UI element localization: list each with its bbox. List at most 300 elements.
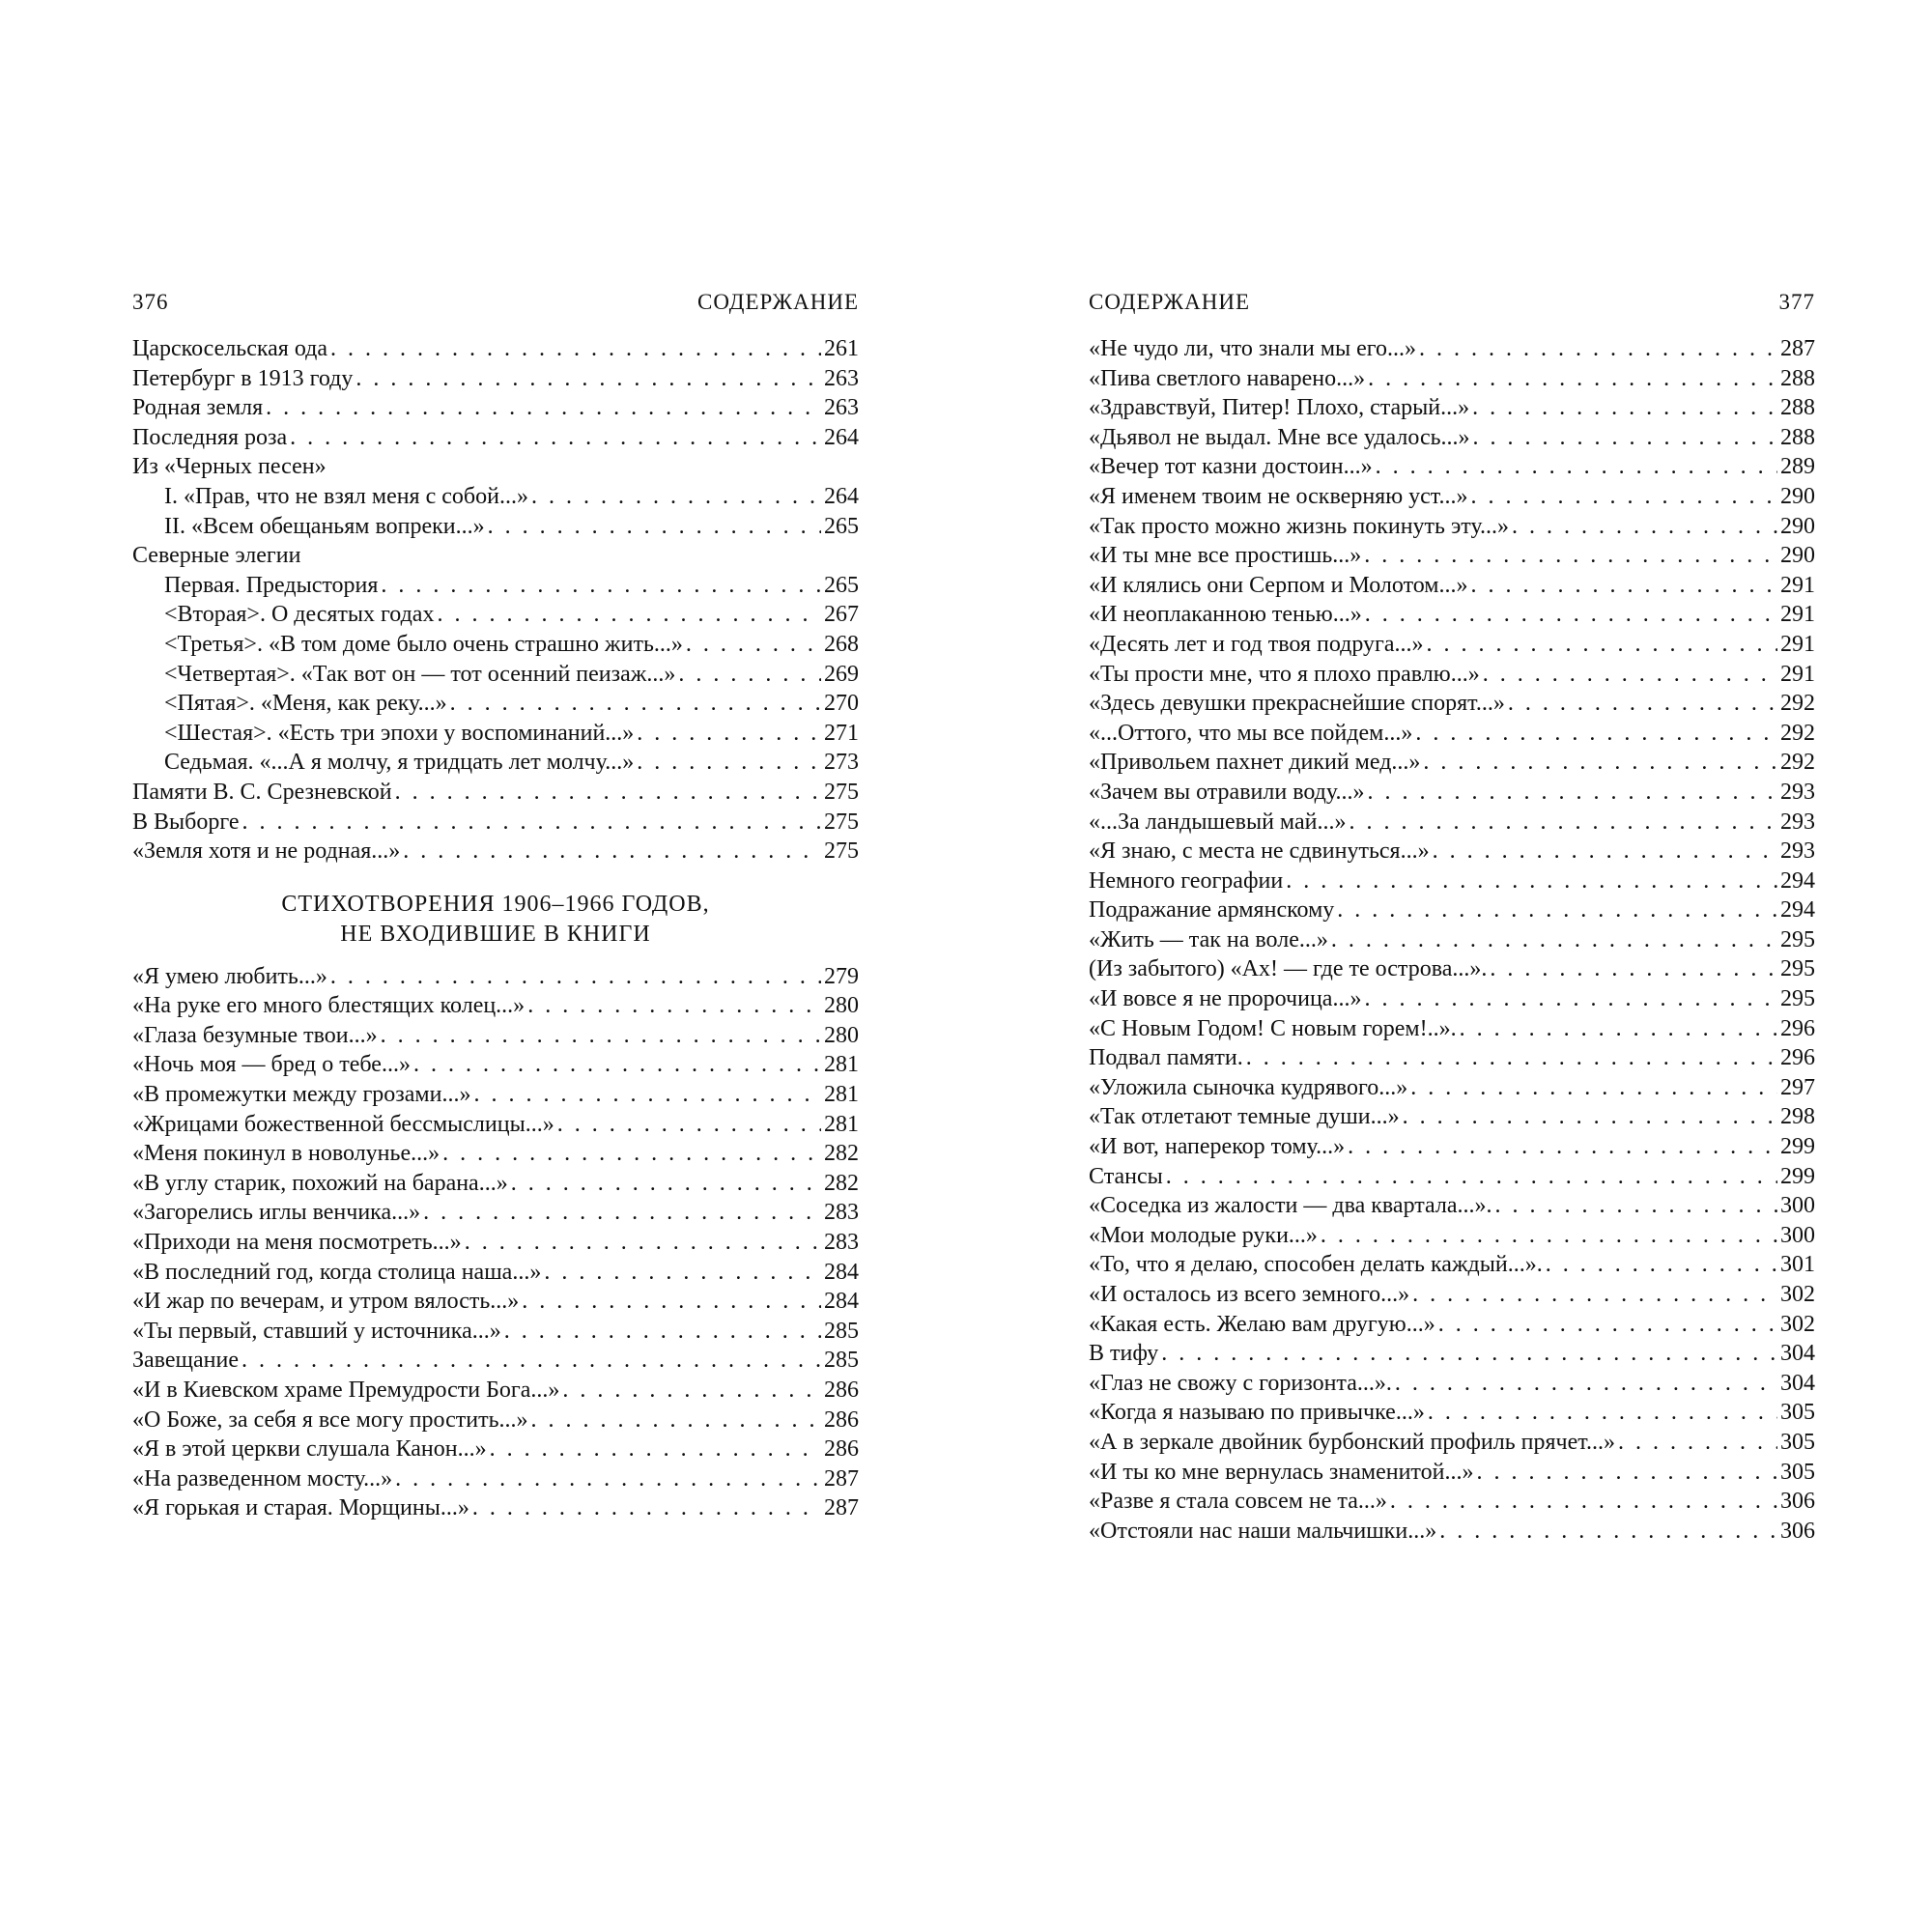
toc-entry-title: <Пятая>. «Меня, как реку...»	[164, 691, 447, 717]
toc-entry-page: 306	[1780, 1518, 1815, 1544]
dot-leader	[290, 423, 821, 453]
toc-entry	[132, 991, 859, 1021]
dot-leader	[522, 1287, 821, 1317]
toc-entry-page: 284	[824, 1289, 859, 1315]
dot-leader	[488, 512, 821, 542]
toc-entry	[1089, 748, 1815, 778]
toc-entry-page: 293	[1780, 779, 1815, 805]
toc-entry	[1089, 1428, 1815, 1458]
toc-entry-page: 289	[1780, 454, 1815, 480]
toc-entry-title: Подвал памяти.	[1089, 1045, 1243, 1071]
dot-leader	[637, 748, 821, 778]
toc-entry-page: 281	[824, 1111, 859, 1137]
toc-entry-title: Северные элегии	[132, 543, 301, 569]
toc-entry-page: 279	[824, 963, 859, 989]
toc-entry-page: 302	[1780, 1282, 1815, 1307]
toc-entry-page: 306	[1780, 1489, 1815, 1515]
toc-entry-page: 280	[824, 993, 859, 1019]
toc-entry	[132, 808, 859, 838]
dot-leader	[1423, 748, 1777, 778]
toc-entry	[1089, 895, 1815, 925]
dot-leader	[1331, 925, 1777, 955]
left-page	[132, 290, 859, 1523]
running-head	[1089, 290, 1815, 325]
toc-entry-title: I. «Прав, что не взял меня с собой...»	[164, 483, 528, 509]
toc-entry-title: «И осталось из всего земного...»	[1089, 1282, 1410, 1307]
page-number: 377	[1778, 290, 1815, 314]
toc-entry-page: 294	[1780, 897, 1815, 923]
dot-leader	[355, 364, 821, 394]
dot-leader	[637, 719, 821, 749]
toc-entry-page: 286	[824, 1436, 859, 1463]
toc-entry-title: «Отстояли нас наши мальчишки...»	[1089, 1518, 1437, 1544]
toc-entry-title: «Я горькая и старая. Морщины...»	[132, 1495, 469, 1521]
toc-entry	[132, 600, 859, 630]
toc-entry-title: «Жрицами божественной бессмыслицы...»	[132, 1111, 554, 1137]
toc-entry-title: Памяти В. С. Срезневской	[132, 779, 392, 805]
toc-entry-page: 282	[824, 1141, 859, 1167]
toc-entry-title: «В углу старик, похожий на барана...»	[132, 1170, 508, 1196]
dot-leader	[1348, 1132, 1777, 1162]
toc-entry-title: «В последний год, когда столица наша...»	[132, 1259, 542, 1285]
toc-entry-page: 265	[824, 572, 859, 598]
toc-entry-page: 304	[1780, 1341, 1815, 1367]
toc-entry-page: 273	[824, 750, 859, 776]
toc-entry	[132, 837, 859, 867]
dot-leader	[1367, 778, 1777, 808]
toc-entry-title: Царскосельская ода	[132, 336, 328, 361]
dot-leader	[330, 962, 821, 992]
toc-entry	[1089, 600, 1815, 630]
toc-entry-title: «Меня покинул в новолунье...»	[132, 1141, 440, 1167]
toc-entry	[1089, 808, 1815, 838]
toc-entry	[1089, 1221, 1815, 1251]
toc-entry-page: 305	[1780, 1429, 1815, 1455]
toc-entry-title: Завещание	[132, 1348, 239, 1374]
toc-entry-page: 299	[1780, 1134, 1815, 1160]
toc-entry	[132, 482, 859, 512]
dot-leader	[437, 600, 821, 630]
toc-entry-page: 281	[824, 1052, 859, 1078]
toc-entry	[1089, 1102, 1815, 1132]
running-head	[132, 290, 859, 325]
toc-entry-page: 287	[824, 1495, 859, 1521]
toc-entry-title: <Шестая>. «Есть три эпохи у воспоминаний...»	[164, 720, 635, 746]
dot-leader	[1349, 808, 1777, 838]
toc-entry-title: <Третья>. «В том доме было очень страшно жить...»	[164, 631, 683, 657]
dot-leader	[381, 571, 821, 601]
toc-entry	[132, 1139, 859, 1169]
toc-entry-page: 292	[1780, 691, 1815, 717]
toc-entry-page: 302	[1780, 1311, 1815, 1337]
toc-entry-title: <Вторая>. О десятых годах	[164, 602, 435, 628]
toc-entry-page: 283	[824, 1200, 859, 1226]
toc-entry-title: «Вечер тот казни достоин...»	[1089, 454, 1373, 480]
toc-entry	[132, 1493, 859, 1523]
toc-entry-title: «Не чудо ли, что знали мы его...»	[1089, 336, 1417, 361]
toc-entry-title: «Какая есть. Желаю вам другую...»	[1089, 1311, 1435, 1337]
toc-entry	[1089, 1487, 1815, 1517]
dot-leader	[381, 1021, 821, 1051]
toc-entry-page: 298	[1780, 1104, 1815, 1130]
toc-entry-page: 264	[824, 483, 859, 509]
dot-leader	[1166, 1162, 1777, 1192]
toc-entry-page: 293	[1780, 809, 1815, 835]
toc-entry	[1089, 1280, 1815, 1310]
toc-entry-page: 288	[1780, 424, 1815, 450]
toc-entry	[132, 962, 859, 992]
toc-entry-title: Родная земля	[132, 395, 264, 421]
toc-entry-page: 296	[1780, 1045, 1815, 1071]
dot-leader	[544, 1258, 821, 1288]
dot-leader	[242, 808, 821, 838]
toc-entry-title: «Здравствуй, Питер! Плохо, старый...»	[1089, 395, 1470, 421]
toc-entry-title: «Я умею любить...»	[132, 963, 327, 989]
dot-leader	[1473, 423, 1777, 453]
toc-entry	[132, 393, 859, 423]
toc-entry-page: 285	[824, 1348, 859, 1374]
dot-leader	[1246, 1043, 1777, 1073]
dot-leader	[1337, 895, 1777, 925]
toc-entry	[1089, 1162, 1815, 1192]
dot-leader	[490, 1435, 821, 1464]
toc-entry-page: 291	[1780, 631, 1815, 657]
dot-leader	[504, 1317, 821, 1347]
toc-list-bottom	[132, 962, 859, 1523]
toc-entry-page: 304	[1780, 1370, 1815, 1396]
toc-entry-title: «Загорелись иглы венчика...»	[132, 1200, 421, 1226]
dot-leader	[1433, 837, 1777, 867]
toc-entry-page: 287	[1780, 336, 1815, 361]
dot-leader	[1470, 482, 1777, 512]
toc-entry	[132, 1110, 859, 1140]
toc-entry-title: «Когда я называю по привычке...»	[1089, 1400, 1425, 1426]
toc-entry-page: 268	[824, 631, 859, 657]
section-title	[132, 890, 859, 950]
toc-entry-title: «Пива светлого наварено...»	[1089, 365, 1366, 391]
toc-entry-title: (Из забытого) «Ах! — где те острова...».	[1089, 956, 1488, 982]
toc-entry-page: 275	[824, 779, 859, 805]
toc-entry-title: «Приходи на меня посмотреть...»	[132, 1230, 462, 1256]
dot-leader	[1472, 393, 1777, 423]
dot-leader	[473, 1080, 821, 1110]
toc-entry-title: Подражание армянскому	[1089, 897, 1335, 923]
dot-leader	[1419, 334, 1777, 364]
toc-entry-page: 300	[1780, 1222, 1815, 1248]
toc-entry	[1089, 925, 1815, 955]
toc-entry-page: 275	[824, 838, 859, 865]
toc-entry	[1089, 571, 1815, 601]
toc-entry	[132, 512, 859, 542]
toc-entry	[1089, 1517, 1815, 1547]
dot-leader	[1376, 452, 1777, 482]
toc-entry	[132, 1050, 859, 1080]
running-head-title: СОДЕРЖАНИЕ	[1089, 290, 1251, 314]
toc-entry	[132, 1435, 859, 1464]
toc-entry-title: «А в зеркале двойник бурбонский профиль прячет...»	[1089, 1429, 1615, 1455]
toc-entry-page: 261	[824, 336, 859, 361]
toc-entry	[132, 1346, 859, 1376]
dot-leader	[1460, 1014, 1777, 1044]
dot-leader	[450, 689, 821, 719]
toc-entry-title: «И в Киевском храме Премудрости Бога...»	[132, 1378, 560, 1403]
toc-entry	[1089, 1250, 1815, 1280]
section-title-line-1: СТИХОТВОРЕНИЯ 1906–1966 ГОДОВ,	[281, 891, 710, 917]
toc-entry	[132, 1198, 859, 1228]
toc-entry	[1089, 1191, 1815, 1221]
toc-entry-page: 295	[1780, 926, 1815, 952]
dot-leader	[1428, 1398, 1777, 1428]
toc-entry-title: «...За ландышевый май...»	[1089, 809, 1347, 835]
toc-entry-title: «Здесь девушки прекраснейшие спорят...»	[1089, 691, 1505, 717]
toc-entry-title: «На руке его много блестящих колец...»	[132, 993, 526, 1019]
toc-entry-page: 292	[1780, 720, 1815, 746]
dot-leader	[1364, 984, 1777, 1014]
toc-entry-page: 265	[824, 513, 859, 539]
toc-entry	[1089, 660, 1815, 690]
dot-leader	[1161, 1339, 1777, 1369]
toc-entry	[132, 689, 859, 719]
toc-entry-title: Седьмая. «...А я молчу, я тридцать лет молчу...»	[164, 750, 635, 776]
toc-entry-title: <Четвертая>. «Так вот он — тот осенний пеизаж...»	[164, 661, 676, 687]
toc-entry-title: «Так отлетают темные души...»	[1089, 1104, 1400, 1130]
toc-entry	[1089, 364, 1815, 394]
toc-entry	[132, 630, 859, 660]
toc-entry-title: Последняя роза	[132, 424, 288, 450]
toc-entry-page: 263	[824, 365, 859, 391]
toc-entry-page: 301	[1780, 1252, 1815, 1278]
toc-entry-title: Первая. Предыстория	[164, 572, 379, 598]
dot-leader	[403, 837, 821, 867]
dot-leader	[242, 1346, 821, 1376]
toc-entry	[132, 1080, 859, 1110]
dot-leader	[531, 482, 821, 512]
dot-leader	[1403, 1102, 1777, 1132]
toc-entry-title: «Я знаю, с места не сдвинуться...»	[1089, 838, 1430, 865]
toc-entry-title: «И вовсе я не пророчица...»	[1089, 986, 1362, 1012]
toc-entry-page: 284	[824, 1259, 859, 1285]
toc-entry-title: В Выборге	[132, 809, 240, 835]
toc-entry-title: «...Оттого, что мы все пойдем...»	[1089, 720, 1413, 746]
toc-entry-page: 286	[824, 1378, 859, 1403]
toc-list	[1089, 334, 1815, 1546]
toc-entry-title: II. «Всем обещаньям вопреки...»	[164, 513, 485, 539]
toc-entry	[1089, 1073, 1815, 1103]
toc-entry-title: Из «Черных песен»	[132, 454, 327, 480]
toc-entry-title: «Дьявол не выдал. Мне все удалось...»	[1089, 424, 1470, 450]
toc-entry	[1089, 423, 1815, 453]
toc-entry	[132, 364, 859, 394]
toc-entry	[132, 1317, 859, 1347]
toc-list-top	[132, 334, 859, 867]
toc-entry-title: «Уложила сыночка кудрявого...»	[1089, 1074, 1408, 1100]
toc-entry	[1089, 1458, 1815, 1488]
toc-entry-title: «Глаза безумные твои...»	[132, 1022, 378, 1048]
toc-entry	[1089, 984, 1815, 1014]
toc-entry-title: «Разве я стала совсем не та...»	[1089, 1489, 1387, 1515]
toc-entry	[1089, 630, 1815, 660]
toc-entry-title: «Я в этой церкви слушала Канон...»	[132, 1436, 487, 1463]
toc-entry	[132, 1258, 859, 1288]
dot-leader	[1470, 571, 1777, 601]
dot-leader	[1390, 1487, 1777, 1517]
dot-leader	[1410, 1073, 1777, 1103]
toc-entry	[1089, 837, 1815, 867]
toc-entry-page: 291	[1780, 661, 1815, 687]
running-head-title: СОДЕРЖАНИЕ	[696, 290, 859, 314]
dot-leader	[266, 393, 821, 423]
toc-entry-page: 295	[1780, 986, 1815, 1012]
toc-entry-page: 271	[824, 720, 859, 746]
toc-entry-page: 275	[824, 809, 859, 835]
toc-entry	[1089, 719, 1815, 749]
toc-entry	[1089, 1310, 1815, 1340]
toc-entry-page: 267	[824, 602, 859, 628]
dot-leader	[1512, 512, 1777, 542]
dot-leader	[472, 1493, 821, 1523]
dot-leader	[1321, 1221, 1777, 1251]
toc-entry	[1089, 452, 1815, 482]
toc-entry-page: 296	[1780, 1015, 1815, 1041]
toc-entry-title: В тифу	[1089, 1341, 1159, 1367]
dot-leader	[562, 1376, 821, 1406]
dot-leader	[395, 778, 821, 808]
toc-entry	[132, 1287, 859, 1317]
toc-entry-page: 287	[824, 1465, 859, 1492]
toc-entry-page: 263	[824, 395, 859, 421]
toc-entry-page: 282	[824, 1170, 859, 1196]
toc-entry-title: «Десять лет и год твоя подруга...»	[1089, 631, 1424, 657]
toc-entry-title: «И клялись они Серпом и Молотом...»	[1089, 572, 1468, 598]
dot-leader	[1438, 1310, 1777, 1340]
toc-entry-page: 280	[824, 1022, 859, 1048]
dot-leader	[511, 1169, 821, 1199]
toc-entry-title: «Так просто можно жизнь покинуть эту...»	[1089, 513, 1510, 539]
toc-entry	[1089, 393, 1815, 423]
dot-leader	[678, 660, 821, 690]
toc-entry-page: 300	[1780, 1193, 1815, 1219]
toc-entry-title: «Глаз не свожу с горизонта...».	[1089, 1370, 1392, 1396]
toc-entry	[1089, 482, 1815, 512]
dot-leader	[531, 1406, 821, 1435]
toc-entry	[1089, 867, 1815, 896]
dot-leader	[557, 1110, 821, 1140]
toc-entry-page: 305	[1780, 1400, 1815, 1426]
dot-leader	[527, 991, 821, 1021]
toc-entry	[1089, 689, 1815, 719]
dot-leader	[1395, 1369, 1777, 1399]
toc-entry	[1089, 334, 1815, 364]
toc-entry	[1089, 1014, 1815, 1044]
dot-leader	[1546, 1250, 1777, 1280]
toc-entry	[132, 452, 859, 482]
toc-entry-title: «Соседка из жалости — два квартала...».	[1089, 1193, 1492, 1219]
toc-entry	[1089, 1043, 1815, 1073]
toc-entry-title: «Ты прости мне, что я плохо правлю...»	[1089, 661, 1480, 687]
toc-entry-title: «Я именем твоим не оскверняю уст...»	[1089, 483, 1468, 509]
toc-entry	[1089, 512, 1815, 542]
toc-entry-title: «И жар по вечерам, и утром вялость...»	[132, 1289, 520, 1315]
toc-entry	[132, 660, 859, 690]
toc-entry-page: 299	[1780, 1163, 1815, 1189]
toc-entry-page: 295	[1780, 956, 1815, 982]
toc-entry	[132, 1464, 859, 1494]
toc-entry-title: «Ночь моя — бред о тебе...»	[132, 1052, 411, 1078]
toc-entry-title: «И вот, наперекор тому...»	[1089, 1134, 1346, 1160]
toc-entry-page: 283	[824, 1230, 859, 1256]
dot-leader	[1508, 689, 1777, 719]
toc-entry-page: 291	[1780, 602, 1815, 628]
toc-entry-title: «О Боже, за себя я все могу простить...»	[132, 1406, 528, 1433]
toc-entry-title: «На разведенном мосту...»	[132, 1465, 393, 1492]
toc-entry-page: 286	[824, 1406, 859, 1433]
dot-leader	[1364, 541, 1777, 571]
dot-leader	[1483, 660, 1777, 690]
toc-entry-title: «Жить — так на воле...»	[1089, 926, 1328, 952]
dot-leader	[395, 1464, 821, 1494]
toc-entry-title: «Земля хотя и не родная...»	[132, 838, 401, 865]
toc-entry-page: 305	[1780, 1459, 1815, 1485]
toc-entry	[1089, 1369, 1815, 1399]
toc-entry	[132, 334, 859, 364]
toc-entry-page: 292	[1780, 750, 1815, 776]
dot-leader	[1368, 364, 1777, 394]
toc-entry	[132, 1406, 859, 1435]
dot-leader	[465, 1228, 821, 1258]
toc-entry	[132, 719, 859, 749]
toc-entry-page: 290	[1780, 513, 1815, 539]
toc-entry	[132, 571, 859, 601]
toc-entry-title: «Зачем вы отравили воду...»	[1089, 779, 1365, 805]
toc-entry-title: «Привольем пахнет дикий мед...»	[1089, 750, 1421, 776]
toc-entry	[1089, 1132, 1815, 1162]
toc-entry-page: 288	[1780, 395, 1815, 421]
toc-entry-page: 291	[1780, 572, 1815, 598]
toc-entry-title: Петербург в 1913 году	[132, 365, 354, 391]
dot-leader	[1415, 719, 1777, 749]
dot-leader	[1427, 630, 1777, 660]
dot-leader	[1495, 1191, 1777, 1221]
toc-entry-title: Немного географии	[1089, 867, 1284, 894]
dot-leader	[442, 1139, 821, 1169]
section-title-line-2: НЕ ВХОДИВШИЕ В КНИГИ	[340, 921, 651, 947]
toc-entry-title: «И неоплаканною тенью...»	[1089, 602, 1362, 628]
toc-entry	[132, 423, 859, 453]
toc-entry	[1089, 778, 1815, 808]
toc-entry-title: «То, что я делаю, способен делать каждый...».	[1089, 1252, 1543, 1278]
dot-leader	[686, 630, 821, 660]
toc-entry-page: 288	[1780, 365, 1815, 391]
toc-entry-title: «С Новым Годом! С новым горем!..».	[1089, 1015, 1457, 1041]
toc-entry	[1089, 541, 1815, 571]
toc-entry	[132, 1021, 859, 1051]
dot-leader	[1490, 954, 1777, 984]
right-page	[1089, 290, 1815, 1546]
toc-entry-title: «В промежутки между грозами...»	[132, 1082, 471, 1108]
dot-leader	[1412, 1280, 1777, 1310]
toc-entry	[132, 541, 859, 571]
toc-entry-page: 285	[824, 1318, 859, 1344]
toc-entry-page: 297	[1780, 1074, 1815, 1100]
toc-entry	[132, 1169, 859, 1199]
toc-entry	[132, 1228, 859, 1258]
dot-leader	[330, 334, 821, 364]
toc-entry-title: «Ты первый, ставший у источника...»	[132, 1318, 501, 1344]
toc-entry-page: 270	[824, 691, 859, 717]
toc-entry-title: «Мои молодые руки...»	[1089, 1222, 1318, 1248]
toc-entry	[1089, 1339, 1815, 1369]
toc-entry-page: 264	[824, 424, 859, 450]
